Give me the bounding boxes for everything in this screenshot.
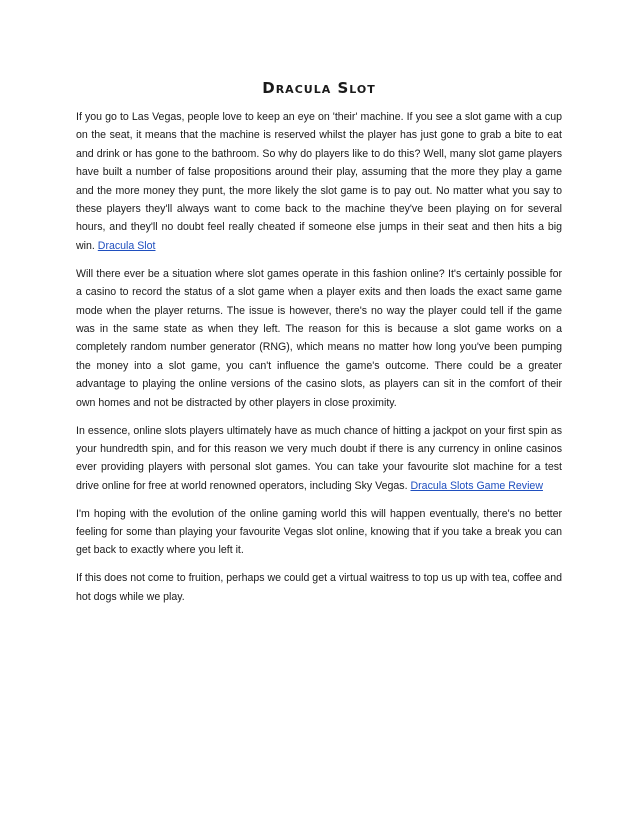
paragraph-2: [76, 265, 562, 412]
paragraph-3-text: In essence, online slots players ultimately have as much chance of hitting a jackpot on your first spin as your hundredth spin, and for this reason we very much doubt if there is any currency in online casinos ever providing players with personal slot games. You can take your favourite slot machine for a test drive online for free at world renowned operators, including Sky Vegas.: [76, 424, 562, 492]
paragraph-1: [76, 108, 562, 255]
document-title: Dracula Slot: [262, 79, 376, 97]
paragraph-2-text: Will there ever be a situation where slot games operate in this fashion online? It's certainly possible for a casino to record the status of a slot game when a player exits and then loads the exact same game mode when the player returns. The issue is however, there's no way the player could tell if the game was in the same state as when they left. The reason for this is because a slot game works on a completely random number generator (RNG), which means no matter how long you've been pumping the money into a slot game, you can't influence the game's outcome. There could be a greater advantage to playing the online versions of the casino slots, as players can sit in the comfort of their own homes and not be distracted by other players in close proximity.: [76, 267, 562, 409]
paragraph-5-text: If this does not come to fruition, perhaps we could get a virtual waitress to top us up with tea, coffee and hot dogs while we play.: [76, 572, 562, 603]
document-page: [76, 78, 562, 616]
paragraph-4: [76, 505, 562, 560]
dracula-slots-game-review-link[interactable]: Dracula Slots Game Review: [410, 479, 543, 492]
paragraph-1-text: If you go to Las Vegas, people love to keep an eye on 'their' machine. If you see a slot game with a cup on the seat, it means that the machine is reserved whilst the player has just gone to grab a bite to eat and drink or has gone to the bathroom. So why do players like to do this? Well, many slot game players have built a number of false propositions around their play, assuming that the more they play a game and the more money they punt, the more likely the slot game is to pay out. No matter what you say to these players they'll always want to come back to the machine they've been playing on for several hours, and they'll no doubt feel really cheated if someone else jumps in their seat and then hits a big win.: [76, 111, 562, 252]
paragraph-4-text: I'm hoping with the evolution of the online gaming world this will happen eventually, there's no better feeling for some than playing your favourite Vegas slot online, knowing that if you take a break you can get back to exactly where you left it.: [76, 507, 562, 557]
paragraph-3: [76, 422, 562, 496]
dracula-slot-link[interactable]: Dracula Slot: [97, 239, 156, 252]
paragraph-5: [76, 569, 562, 606]
